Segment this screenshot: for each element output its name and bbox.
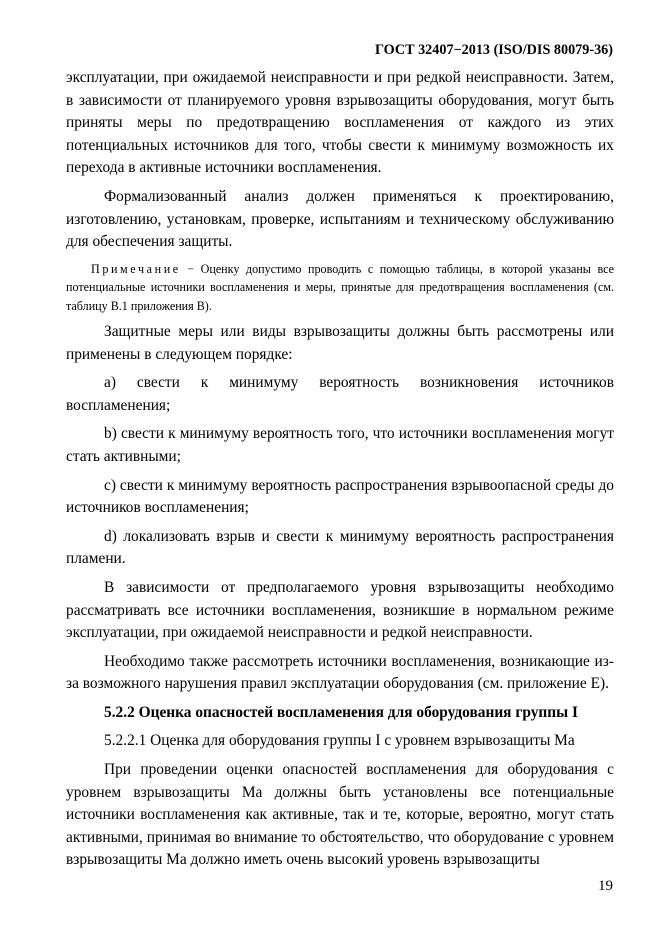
document-body (66, 67, 614, 872)
paragraph-ma-assessment: При проведении оценки опасностей воспламенения для оборудования с уровнем взрывозащиты Ма должны быть установлены все потенциальные источники воспламенения как активные, так и те, которые, вероятно, могут стать активными, принимая во внимание то обстоятельство, что оборудование с уровнем взрывозащиты Ма должно иметь очень высокий уровень взрывозащиты (66, 761, 614, 869)
page-number: 19 (598, 878, 613, 894)
paragraph-protective-measures: Защитные меры или виды взрывозащиты должны быть рассмотрены или применены в следующем порядке: (66, 322, 614, 363)
paragraph-formal-analysis: Формализованный анализ должен применяться к проектированию, изготовлению, установкам, проверке, испытаниям и техническому обслуживанию для обеспечения защиты. (66, 187, 614, 251)
note-label: Примечание (91, 261, 181, 276)
note (66, 260, 614, 315)
list-item-a: a) свести к минимуму вероятность возникновения источников воспламенения; (66, 374, 614, 414)
section-heading-5-2-2: 5.2.2 Оценка опасностей воспламенения для оборудования группы I (104, 703, 578, 721)
document-header: ГОСТ 32407−2013 (ISO/DIS 80079-36) (374, 42, 613, 58)
list-item-c: c) свести к минимуму вероятность распространения взрывоопасной среды до источников воспламенения; (66, 476, 614, 517)
note-text: − Оценку допустимо проводить с помощью таблицы, в которой указаны все потенциальные источники воспламенения и меры, принятые для предотвращения воспламенения (см. таблицу В.1 приложения В). (66, 261, 614, 313)
paragraph-ignition-sources: В зависимости от предполагаемого уровня взрывозащиты необходимо рассматривать все источники воспламенения, возникшие в нормальном режиме эксплуатации, при ожидаемой неисправности и редкой неисправности. (66, 578, 614, 642)
subsection-heading-5-2-2-1: 5.2.2.1 Оценка для оборудования группы I с уровнем взрывозащиты Ма (104, 732, 575, 750)
list-item-d: d) локализовать взрыв и свести к минимуму вероятность распространения пламени. (66, 527, 614, 568)
paragraph-operation-violation: Необходимо также рассмотреть источники воспламенения, возникающие из-за возможного нарушения правил эксплуатации оборудования (см. приложение Е). (66, 652, 614, 693)
list-item-b: b) свести к минимуму вероятность того, что источники воспламенения могут стать активными; (66, 425, 614, 465)
paragraph-continuation: эксплуатации, при ожидаемой неисправности и при редкой неисправности. Затем, в зависимости от планируемого уровня взрывозащиты оборудования, могут быть приняты меры по предотвращению воспламенения от каждого из этих потенциальных источников для того, чтобы свести к минимуму возможность их перехода в активные источники воспламенения. (66, 69, 614, 177)
